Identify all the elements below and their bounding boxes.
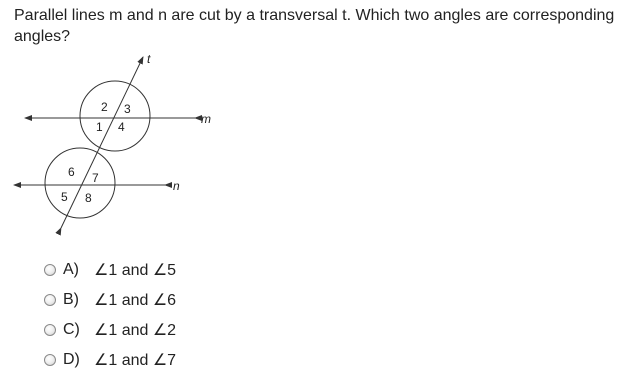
option-b[interactable]: [44, 285, 176, 315]
angle-label-5: 5: [61, 190, 68, 204]
option-text: ∠1 and ∠6: [94, 292, 177, 309]
radio-button[interactable]: [44, 294, 56, 306]
option-letter: D): [63, 351, 80, 368]
option-letter: B): [63, 291, 79, 308]
answer-options: [44, 255, 176, 375]
option-a[interactable]: [44, 255, 176, 285]
label-t: t: [147, 52, 151, 66]
option-text: ∠1 and ∠7: [94, 352, 177, 369]
angle-label-4: 4: [118, 120, 125, 134]
option-letter: C): [63, 321, 80, 338]
angle-label-2: 2: [101, 100, 108, 114]
angle-label-3: 3: [124, 102, 131, 116]
label-n: n: [173, 179, 180, 193]
angle-label-7: 7: [92, 171, 99, 185]
transversal-t: [61, 57, 143, 228]
radio-button[interactable]: [44, 324, 56, 336]
radio-button[interactable]: [44, 354, 56, 366]
bottom-intersection-circle: [45, 148, 115, 218]
parallel-lines-figure: [0, 44, 240, 244]
option-text: ∠1 and ∠2: [94, 322, 177, 339]
option-text: ∠1 and ∠5: [94, 262, 177, 279]
angle-label-8: 8: [85, 191, 92, 205]
question-text: Parallel lines m and n are cut by a transversal t. Which two angles are corresponding angles?: [14, 7, 615, 45]
option-letter: A): [63, 261, 79, 278]
label-m: m: [201, 112, 211, 126]
radio-button[interactable]: [44, 264, 56, 276]
option-d[interactable]: [44, 345, 176, 375]
option-c[interactable]: [44, 315, 176, 345]
angle-label-1: 1: [96, 120, 103, 134]
angle-label-6: 6: [68, 165, 75, 179]
